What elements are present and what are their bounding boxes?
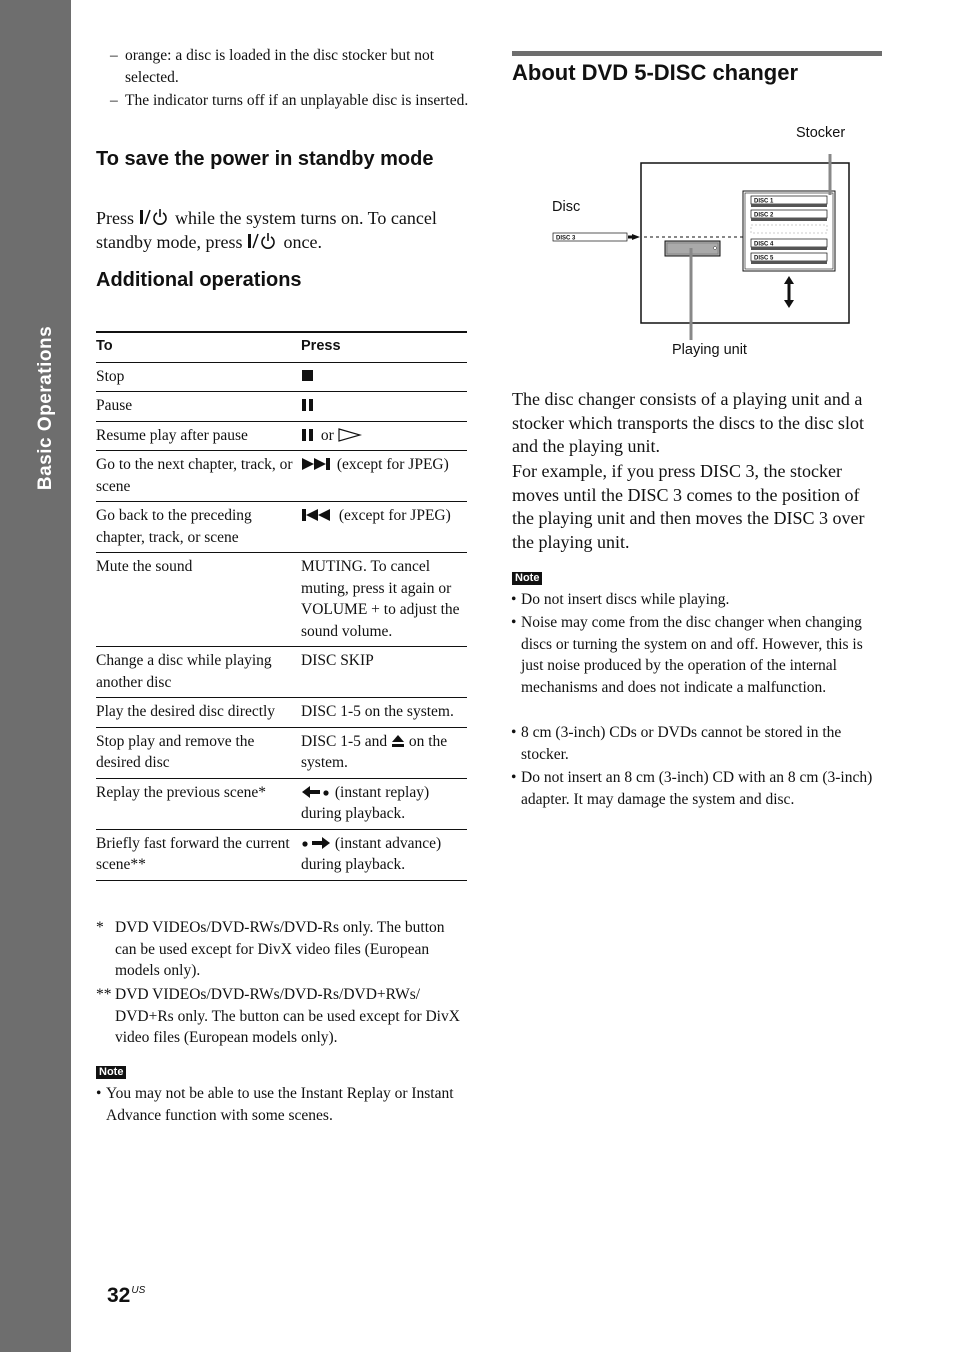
additional-heading: Additional operations: [96, 269, 302, 291]
note-item: • Do not insert an 8 cm (3-inch) CD with an 8 cm (3-inch) adapter. It may damage the system and disc.: [511, 769, 873, 808]
svg-text:DISC 2: DISC 2: [754, 212, 774, 219]
table-row: Stop play and remove the desired disc DISC 1-5 and on the system.: [96, 727, 467, 778]
standby-text: Press while the system turns on. To cancel standby mode, press once.: [96, 208, 437, 252]
next-icon: [301, 457, 333, 471]
stop-icon: [301, 369, 315, 383]
disc-slot: [751, 239, 827, 250]
table-row: Resume play after pause or: [96, 421, 467, 451]
stocker-label: Stocker: [796, 125, 846, 141]
note-item: • You may not be able to use the Instant Replay or Instant Advance function with some scenes.: [96, 1085, 454, 1124]
changer-paragraph: The disc changer consists of a playing unit and a stocker which transports the discs to the disc slot and the playing unit.: [512, 389, 864, 456]
svg-text:DISC 1: DISC 1: [754, 198, 774, 205]
insert-arrow-icon: [632, 234, 640, 240]
disc-label: Disc: [552, 199, 581, 215]
standby-heading: To save the power in standby mode: [96, 148, 434, 170]
note-badge: Note: [512, 572, 542, 585]
note-item: • Noise may come from the disc changer when changing discs or turning the system on and off. However, this is just noise produced by the operation of the internal mechanisms and does not indicate a malfunction.: [511, 614, 863, 696]
svg-text:DISC 5: DISC 5: [754, 255, 774, 262]
disc-changer-diagram: [540, 140, 870, 345]
table-row: Change a disc while playing another disc DISC SKIP: [96, 647, 467, 698]
note-item: • Do not insert discs while playing.: [511, 591, 730, 608]
eject-icon: [391, 734, 405, 748]
table-row: Go back to the preceding chapter, track, or scene (except for JPEG): [96, 502, 467, 553]
table-row: Briefly fast forward the current scene** (instant advance) during playback.: [96, 829, 467, 880]
column-header-to: To: [96, 332, 301, 362]
footnote: * DVD VIDEOs/DVD-RWs/DVD-Rs only. The button can be used except for DivX video files (European models only).: [96, 919, 445, 979]
heading-rule: [512, 51, 882, 56]
up-down-arrow-icon: [784, 276, 794, 308]
svg-text:DISC 3: DISC 3: [556, 235, 576, 242]
section-title: Basic Operations: [35, 325, 56, 491]
table-row: Go to the next chapter, track, or scene (except for JPEG): [96, 451, 467, 502]
note-item: • 8 cm (3-inch) CDs or DVDs cannot be stored in the stocker.: [511, 724, 842, 763]
pause-icon: [301, 428, 317, 442]
disc-3: [553, 233, 627, 242]
instant-advance-icon: [301, 836, 331, 850]
playing-unit-label: Playing unit: [672, 342, 747, 358]
operations-table: [96, 331, 467, 881]
table-row: Stop: [96, 362, 467, 392]
table-row: Replay the previous scene* (instant replay) during playback.: [96, 778, 467, 829]
disc-slot: [751, 196, 827, 207]
instant-replay-icon: [301, 785, 331, 799]
footnote: ** DVD VIDEOs/DVD-RWs/DVD-Rs/DVD+RWs/ DVD+Rs only. The button can be used except for DivX video files (European models only).: [96, 986, 460, 1046]
play-icon: [338, 428, 362, 442]
table-row: Pause: [96, 392, 467, 422]
note-badge: Note: [96, 1066, 126, 1079]
changer-heading: About DVD 5-DISC changer: [512, 60, 799, 85]
intro-item: – orange: a disc is loaded in the disc stocker but not selected.: [110, 47, 435, 86]
table-row: Play the desired disc directly DISC 1-5 on the system.: [96, 698, 467, 728]
table-header-row: [96, 332, 467, 362]
changer-paragraph: For example, if you press DISC 3, the stocker moves until the DISC 3 comes to the position of the playing unit and then moves the DISC 3 over the playing unit.: [512, 461, 865, 552]
page-number: $32^{US}$: [107, 1284, 146, 1307]
section-sidebar: [0, 0, 71, 1352]
disc-slot: [751, 253, 827, 264]
svg-text:DISC 4: DISC 4: [754, 241, 774, 248]
pause-icon: [301, 398, 317, 412]
power-icon: [139, 208, 171, 226]
previous-icon: [301, 508, 335, 522]
power-icon: [247, 232, 279, 250]
column-header-press: Press: [301, 332, 467, 362]
intro-item: – The indicator turns off if an unplayable disc is inserted.: [110, 92, 469, 109]
table-row: Mute the sound MUTING. To cancel muting, press it again or VOLUME + to adjust the sound volume.: [96, 553, 467, 647]
disc-slot: [751, 210, 827, 221]
